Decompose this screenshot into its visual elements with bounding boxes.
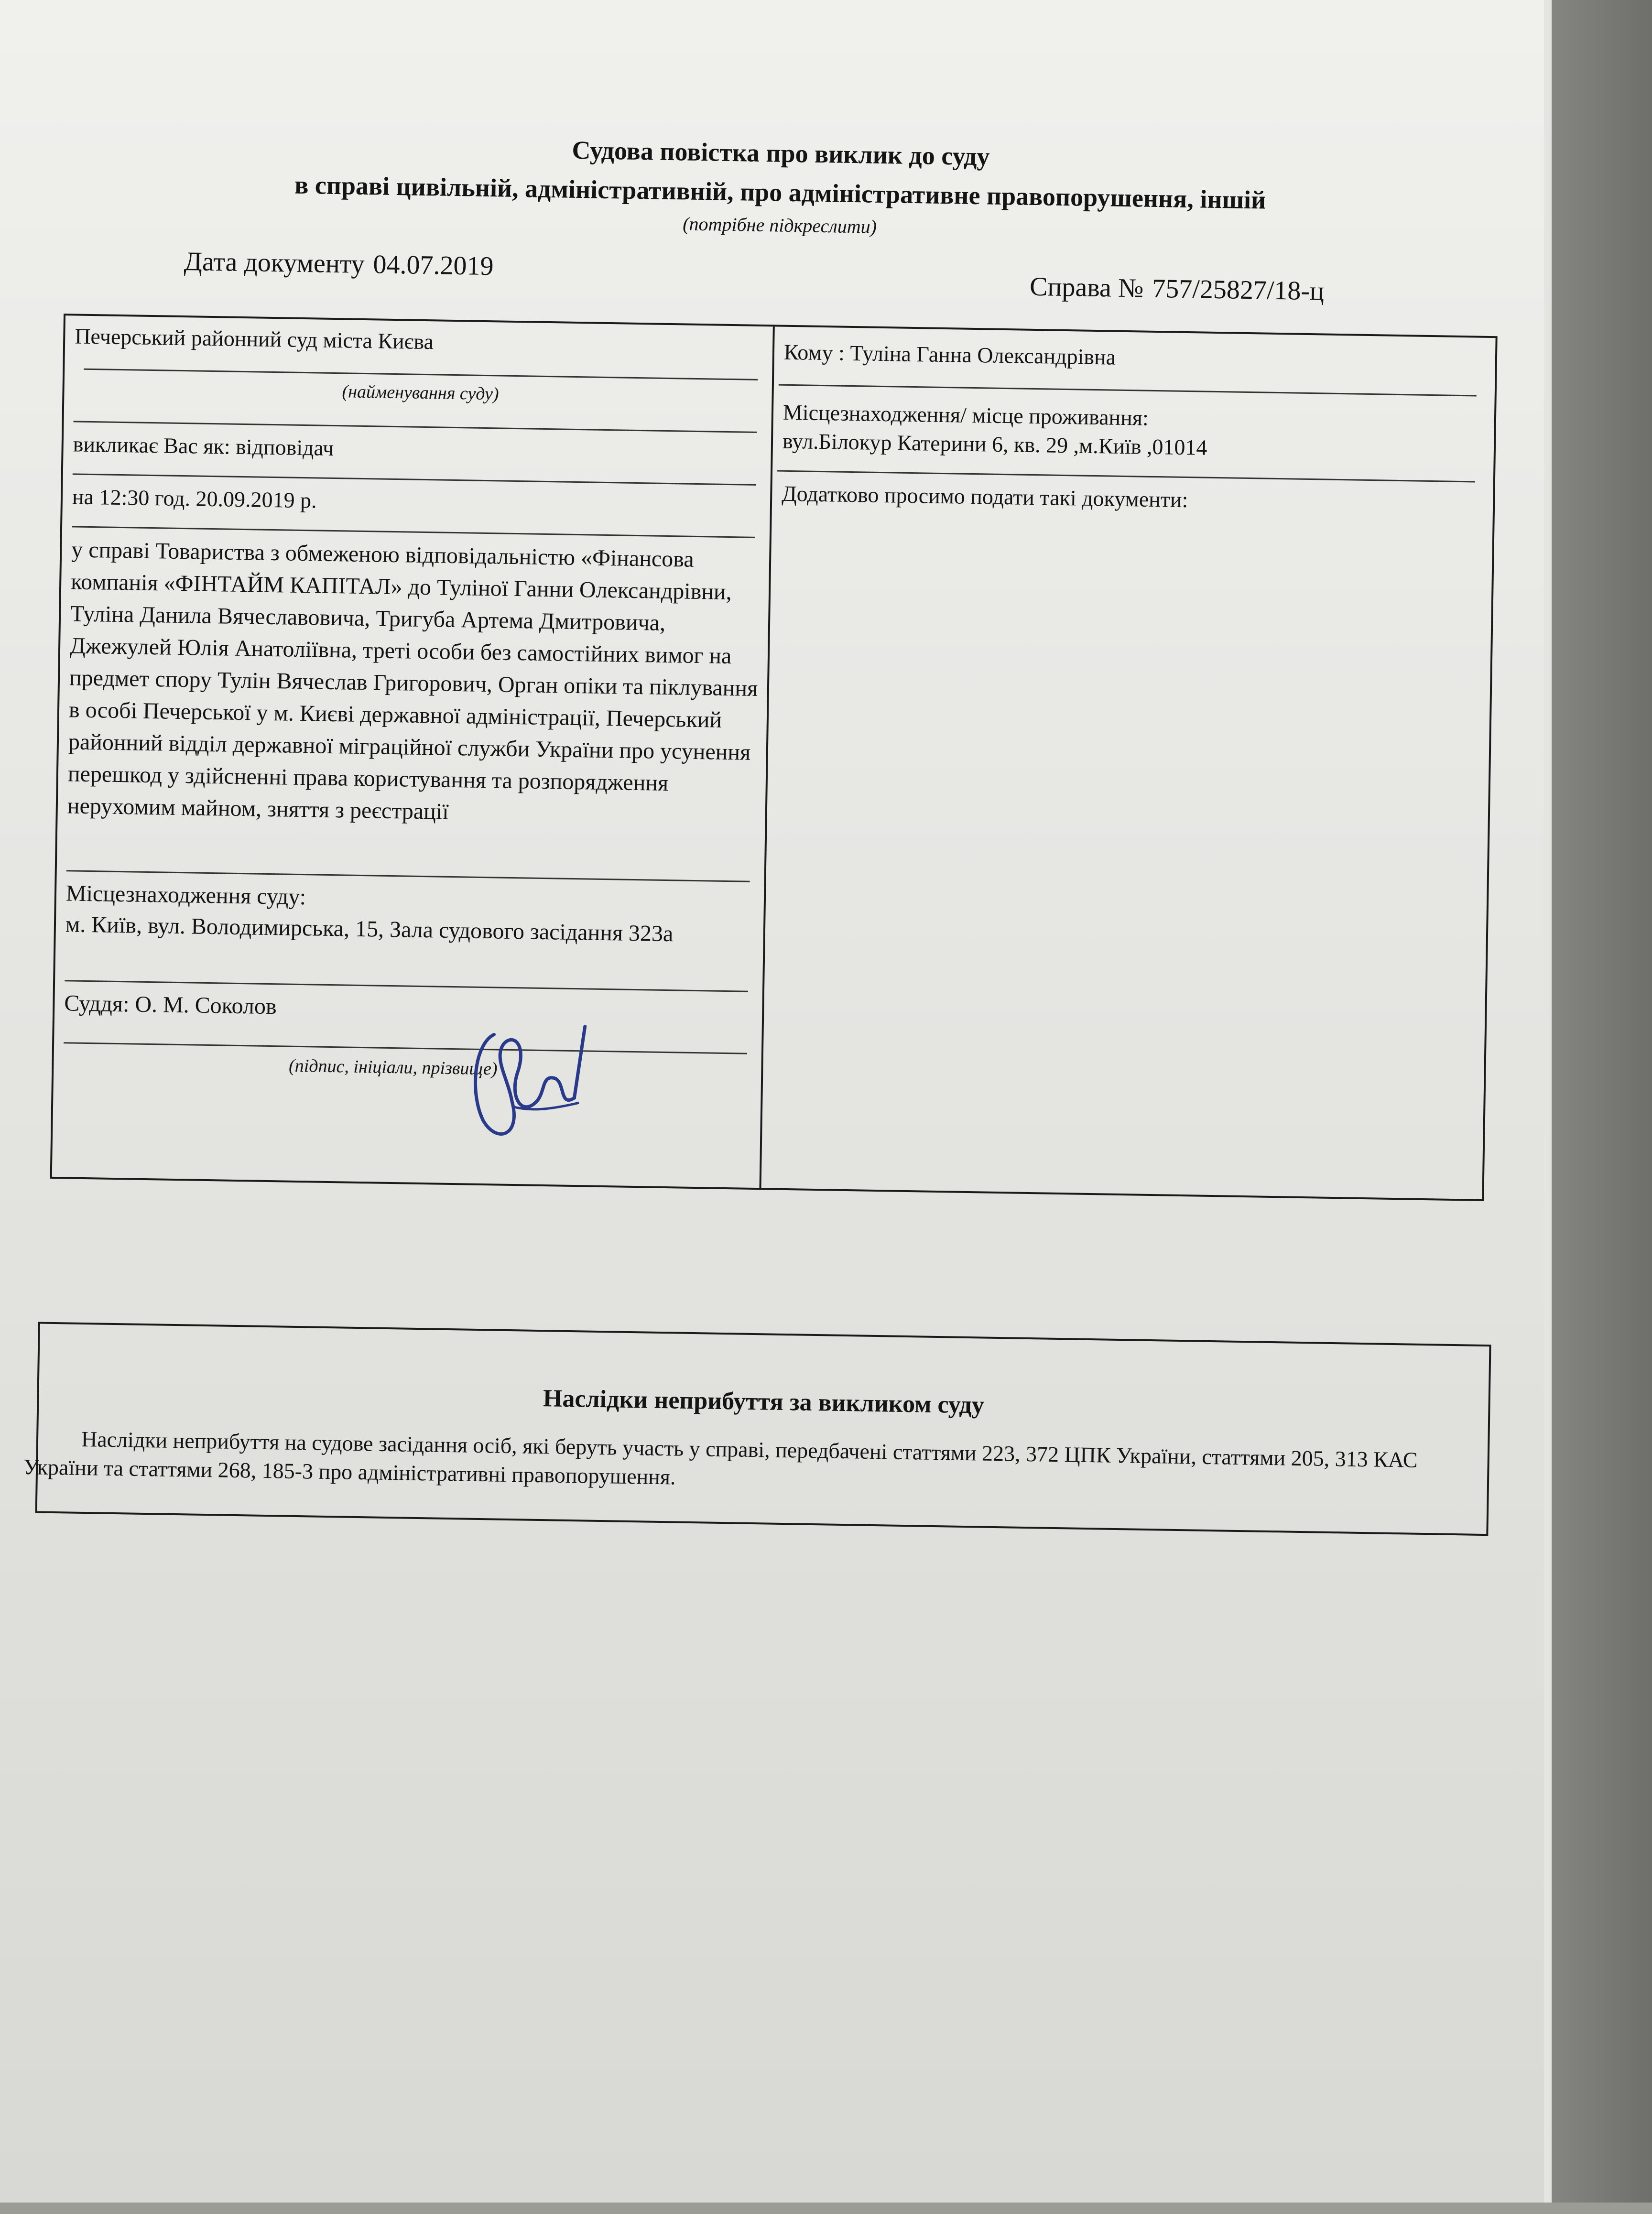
rule xyxy=(777,470,1475,483)
rule xyxy=(74,421,757,433)
summons-role: викликає Вас як: відповідач xyxy=(73,432,334,460)
rule xyxy=(779,384,1477,397)
court-caption: (найменування суду) xyxy=(342,381,499,404)
case-label: Справа № xyxy=(1029,271,1144,304)
right-column xyxy=(761,326,1498,1199)
case-number xyxy=(1030,271,1325,307)
case-value: 757/25827/18-ц xyxy=(1152,273,1325,306)
title-line-1: Судова повістка про виклик до суду xyxy=(572,135,990,171)
summons-table xyxy=(50,314,1498,1201)
recipient-address-label: Місцезнаходження/ місце проживання: xyxy=(783,400,1149,430)
court-name: Печерський районний суд міста Києва xyxy=(74,324,434,354)
case-description: у справі Товариства з обмеженою відповідальністю «Фінансова компанія «ФІНТАЙМ КАПІТАЛ» до Туліної Ганни Олександрівни, Туліна Данила Вячеславовича, Тригуба Артема Дмитровича, Джежулей Юлія Анатоліївна, треті особи без самостійних вимог на предмет спору Тулін Вячеслав Григорович, Орган опіки та піклування в особі Печерської у м. Києві державної адміністрації, Печерський районний відділ державної міграційної служби України про усунення перешкод у здійсненні права користування та розпорядження нерухомим майном, зняття з реєстрації xyxy=(67,537,758,825)
recipient: Кому : Туліна Ганна Олександрівна xyxy=(783,339,1116,369)
document-date xyxy=(184,246,494,282)
left-column xyxy=(52,315,773,1188)
rule xyxy=(73,473,756,485)
consequences-box xyxy=(23,1322,1491,1536)
rule xyxy=(65,980,748,992)
court-location-value: м. Київ, вул. Володимирська, 15, Зала судового засідання 323а xyxy=(65,912,674,947)
court-location-label: Місцезнаходження суду: xyxy=(65,880,306,910)
date-value: 04.07.2019 xyxy=(373,250,494,282)
date-label: Дата документу xyxy=(184,247,365,279)
documents-label: Додатково просимо подати такі документи: xyxy=(781,481,1188,512)
judge-name: Суддя: О. М. Соколов xyxy=(64,990,277,1020)
title-note: (потрібне підкреслити) xyxy=(682,213,877,238)
consequences-text: Наслідки неприбуття на судове засідання осіб, які беруть участь у справі, передбачені статтями 223, 372 ЦПК України, статтями 205, 313 КАС України та статтями 268, 185-3 про адміністративні правопорушення. xyxy=(23,1426,1418,1489)
rule xyxy=(66,870,750,882)
judge-caption: (підпис, ініціали, прізвище) xyxy=(288,1055,498,1079)
consequences-title: Наслідки неприбуття за викликом суду xyxy=(543,1385,985,1419)
judge-signature-image xyxy=(463,1015,590,1160)
hearing-time: на 12:30 год. 20.09.2019 р. xyxy=(72,484,317,513)
recipient-address-value: вул.Білокур Катерини 6, кв. 29 ,м.Київ ,01014 xyxy=(782,428,1207,460)
rule xyxy=(64,1042,747,1054)
title-line-2: в справі цивільній, адміністративній, про адміністративне правопорушення, іншій xyxy=(294,170,1266,215)
